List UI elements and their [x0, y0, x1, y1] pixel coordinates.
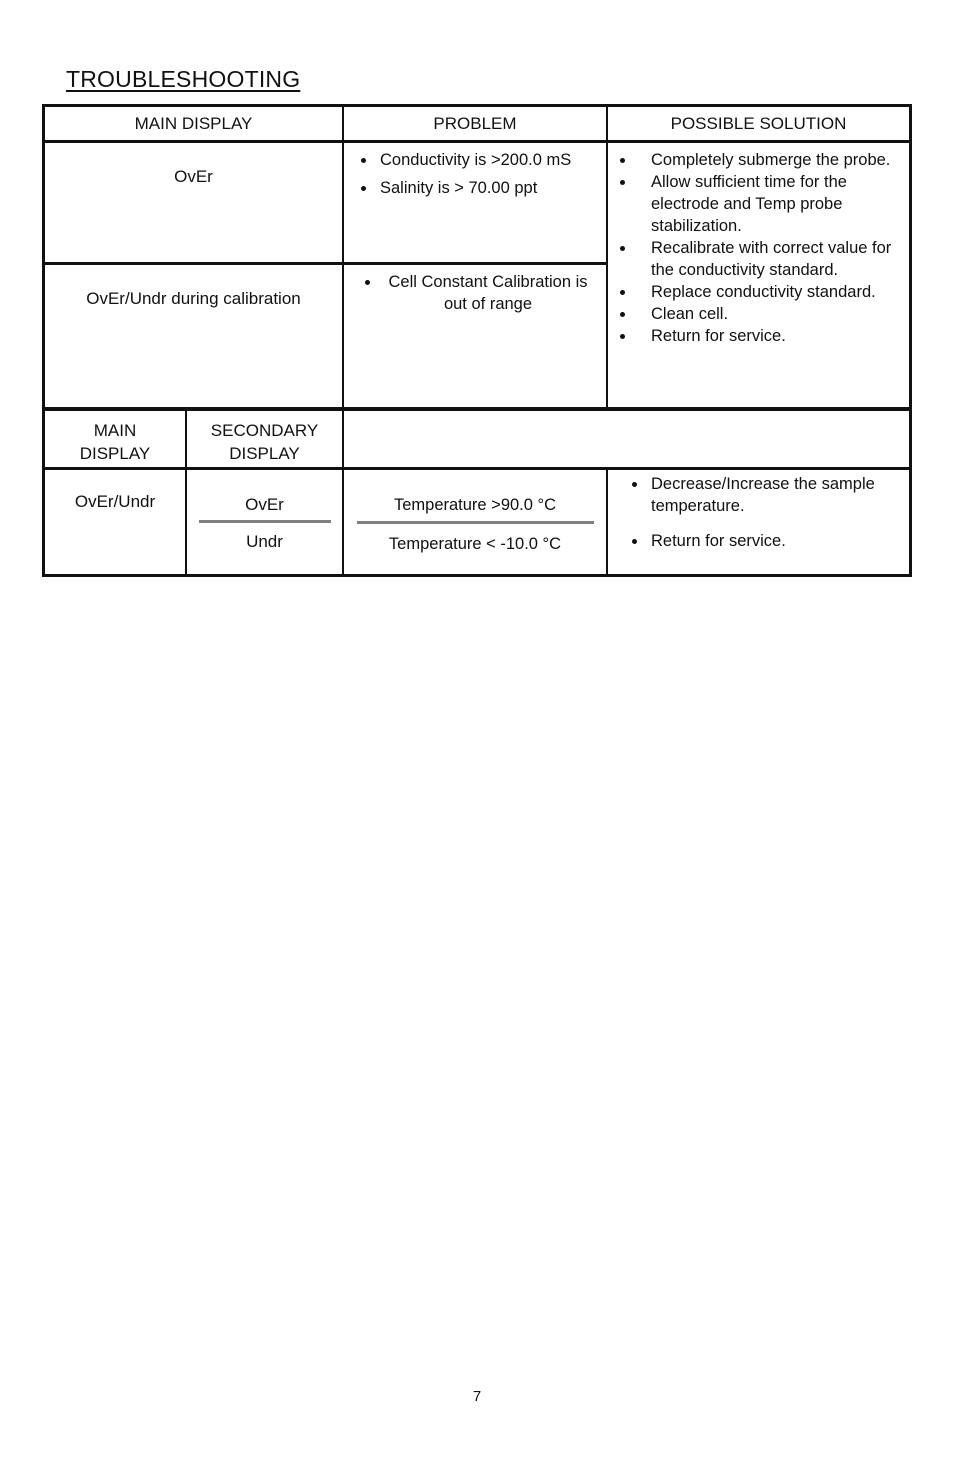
bullet-icon: [620, 334, 625, 339]
list-item: Recalibrate with correct value for the conductivity standard.: [651, 237, 901, 281]
header-main-display: MAIN DISPLAY: [79, 421, 151, 463]
list-item: Completely submerge the probe.: [651, 149, 901, 171]
main-display-over-undr-calibration: OvEr/Undr during calibration: [86, 289, 301, 308]
bullet-icon: [632, 539, 637, 544]
problem-list: [380, 149, 605, 199]
bullet-icon: [620, 312, 625, 317]
list-item: Decrease/Increase the sample temperature.: [651, 473, 901, 517]
list-item: Return for service.: [651, 325, 901, 347]
page-title: TROUBLESHOOTING: [66, 66, 301, 92]
bullet-icon: [361, 186, 366, 191]
secondary-display-undr: Undr: [246, 532, 283, 551]
list-item: Return for service.: [651, 530, 901, 552]
solution-list: [651, 473, 901, 552]
list-item: Allow sufficient time for the electrode and Temp probe stabilization.: [651, 171, 901, 237]
problem-list: [382, 271, 594, 315]
bullet-icon: [620, 158, 625, 163]
divider: [199, 520, 331, 523]
bullet-icon: [620, 246, 625, 251]
bullet-icon: [632, 482, 637, 487]
solution-list: [651, 149, 901, 347]
header-main-display: MAIN DISPLAY: [134, 114, 253, 133]
bullet-icon: [620, 290, 625, 295]
header-possible-solution: POSSIBLE SOLUTION: [670, 114, 847, 133]
list-item: Salinity is > 70.00 ppt: [380, 177, 605, 199]
list-item: Clean cell.: [651, 303, 901, 325]
page-number: 7: [472, 1388, 482, 1405]
list-item: Replace conductivity standard.: [651, 281, 901, 303]
divider: [357, 521, 594, 524]
header-secondary-display: SECONDARY DISPLAY: [210, 421, 319, 463]
main-display-over: OvEr: [174, 167, 213, 186]
bullet-icon: [620, 180, 625, 185]
problem-temp-low: Temperature < -10.0 °C: [388, 535, 562, 553]
list-item: Conductivity is >200.0 mS: [380, 149, 605, 171]
header-problem: PROBLEM: [433, 114, 517, 133]
problem-temp-high: Temperature >90.0 °C: [393, 496, 557, 514]
secondary-display-over: OvEr: [245, 495, 284, 514]
list-item: Cell Constant Calibration is out of range: [382, 271, 594, 315]
main-display-over-undr: OvEr/Undr: [74, 492, 156, 511]
bullet-icon: [361, 158, 366, 163]
bullet-icon: [365, 280, 370, 285]
